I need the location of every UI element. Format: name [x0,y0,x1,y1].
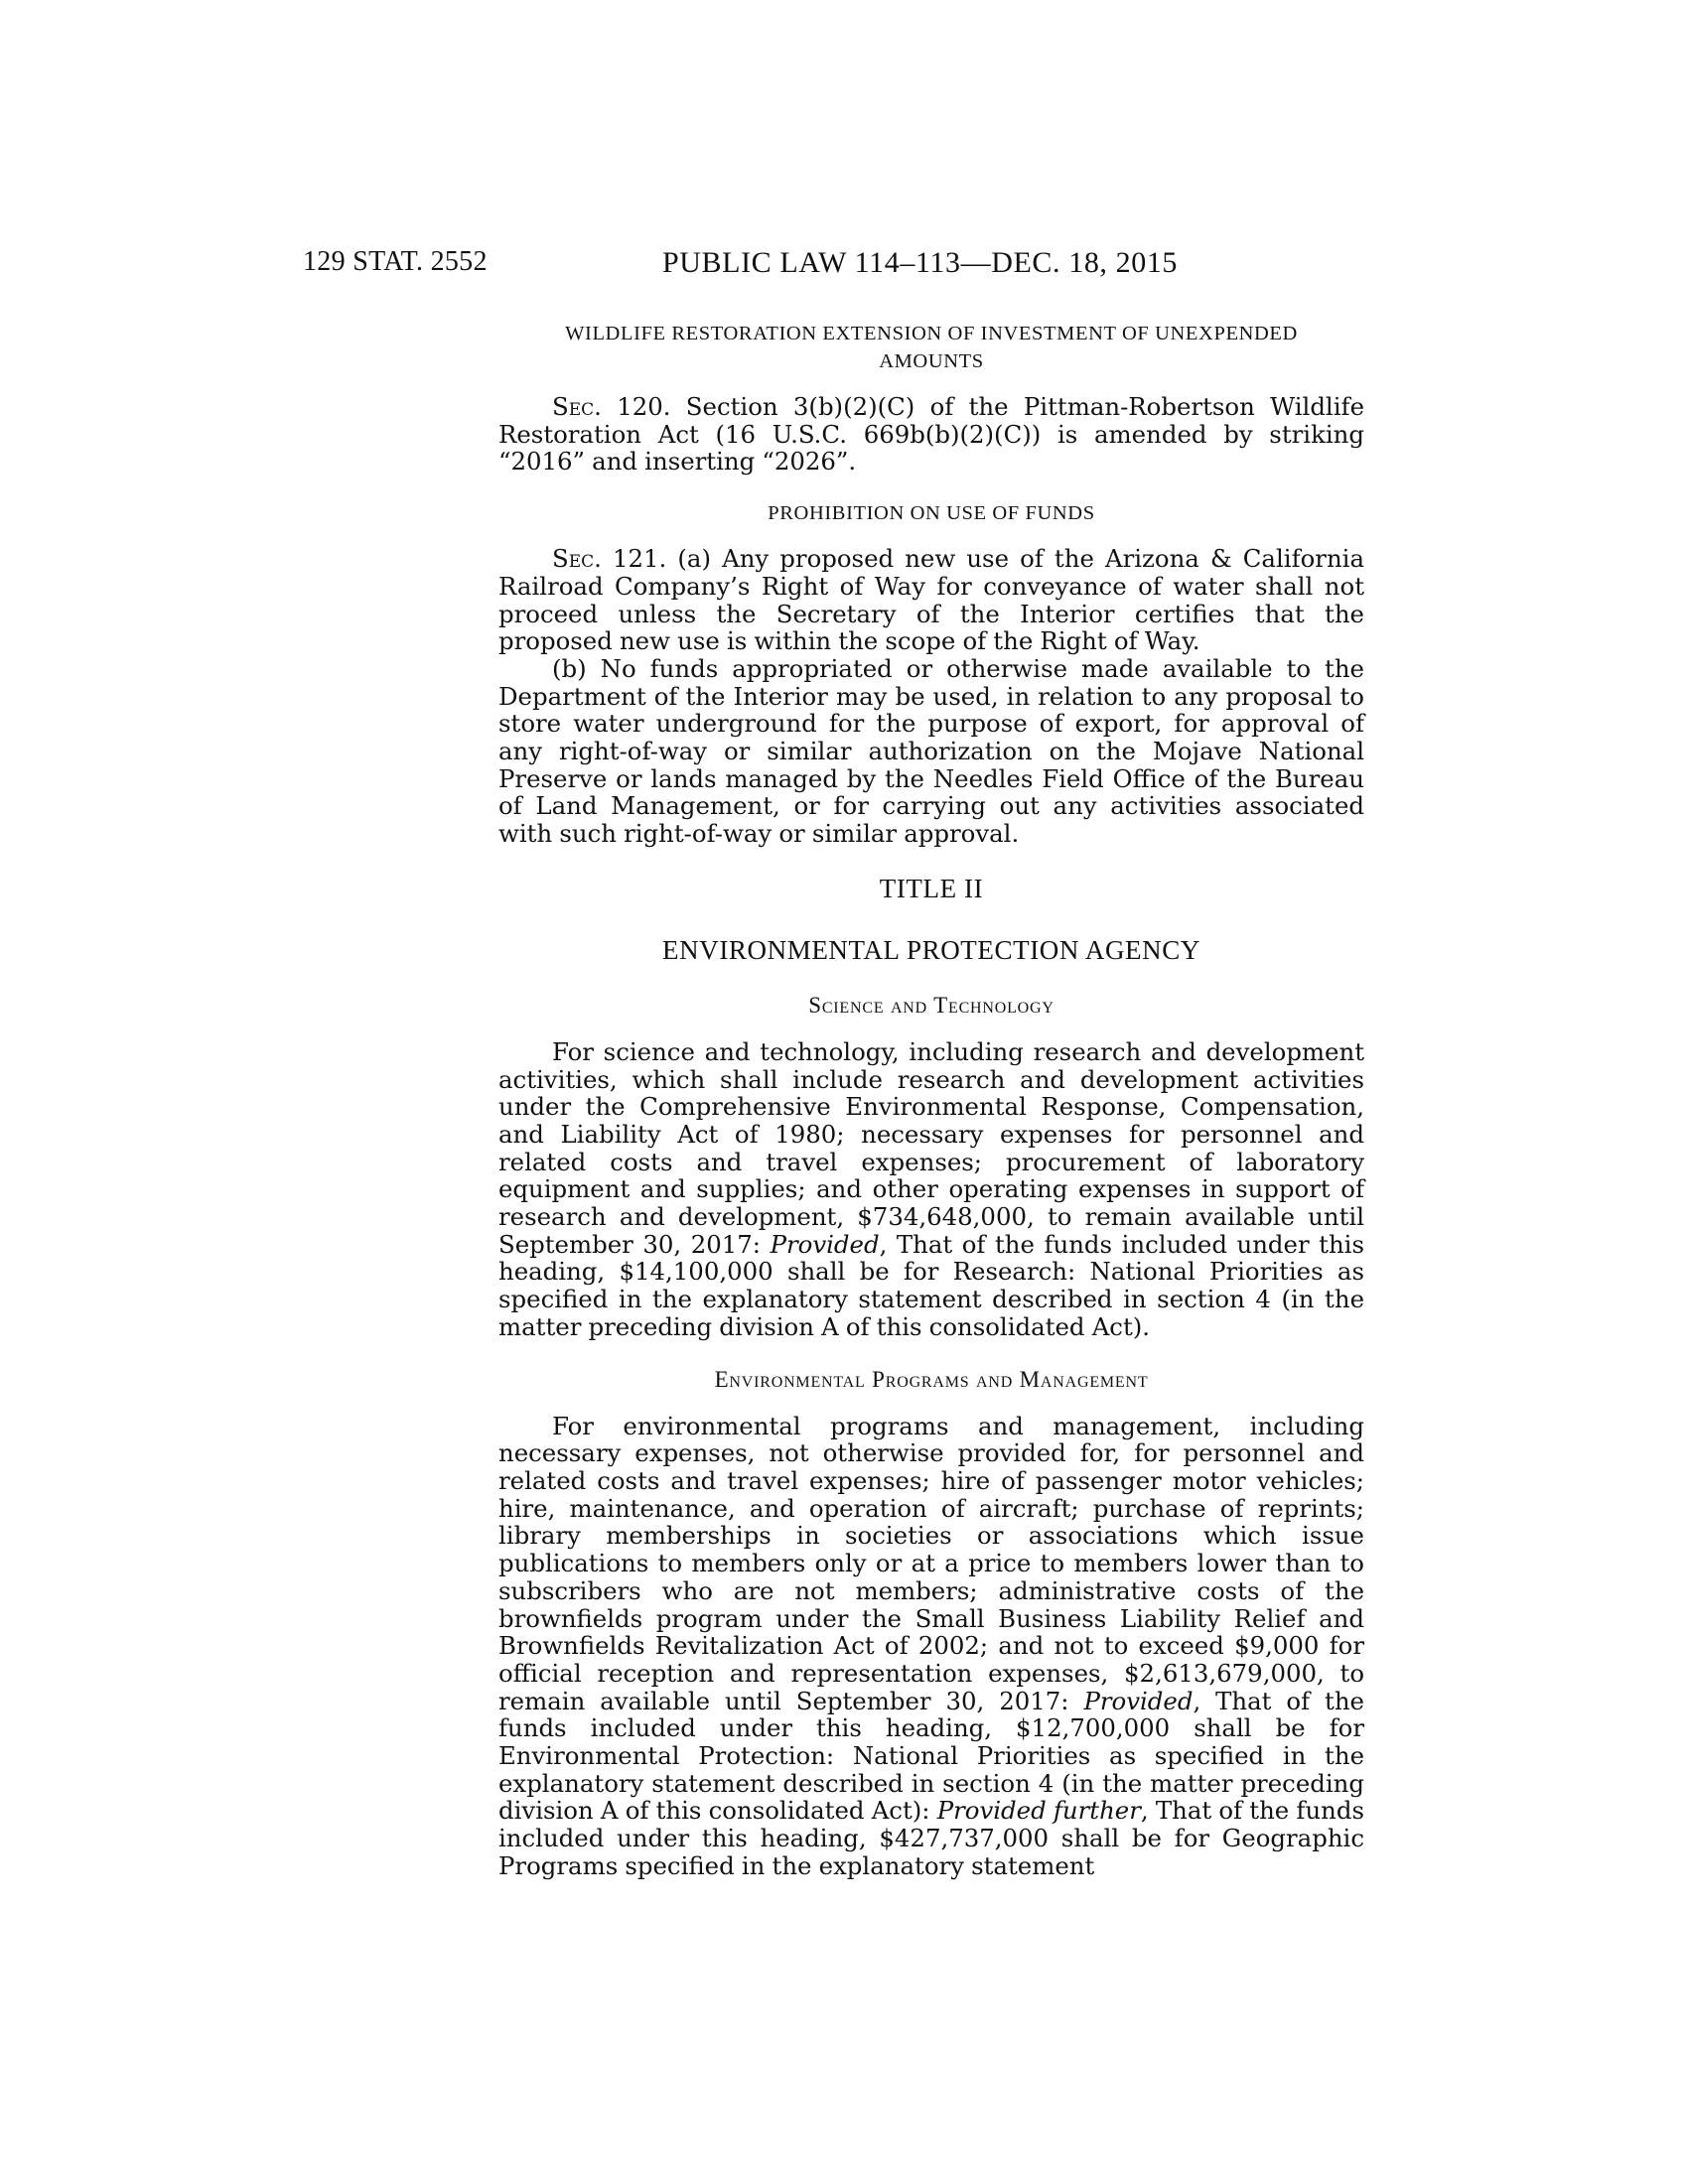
section-121a-text: 121. (a) Any proposed new use of the Arizona & California Railroad Company’s Right of Way for conveyance of water shall not proceed unless the Secretary of the Interior certifies that the proposed new use is within the scope of the Right of Way. [498,544,1364,656]
title-heading: TITLE II [879,873,984,903]
science-paragraph [498,1038,1364,1341]
section-121 [498,499,1364,848]
science-text-1: For science and technology, including research and development activities, which shall include research and development activities under the Comprehensive Environmental Response, Compensation, and Liability Act of 1980; necessary expenses for personnel and related costs and travel expenses; procurement of laboratory equipment and supplies; and other operating expenses in support of research and development, $734,648,000, to remain available until September 30, 2017: [498,1036,1364,1259]
science-heading: Science and Technology [808,992,1055,1018]
statute-citation: 129 STAT. 2552 [303,246,488,277]
section-121b-paragraph: (b) No funds appropriated or otherwise made available to the Department of the Interior may be used, in relation to any proposal to store water underground for the purpose of export, for approval of any right-of-way or similar authorization on the Mojave National Preserve or lands managed by the Needles Field Office of the Bureau of Land Management, or for carrying out any activities associated with such right-of-way or similar approval. [498,653,1364,849]
epm-heading: Environmental Programs and Management [714,1366,1149,1392]
agency-heading: ENVIRONMENTAL PROTECTION AGENCY [662,934,1200,965]
epm-text-3: , That of the funds included under this heading, $427,737,000 shall be for Geographic Programs specified in the explanatory statement [498,1796,1364,1880]
science-provided: Provided [770,1229,880,1259]
environmental-programs-and-management [498,1365,1364,1880]
epm-text-2: , That of the funds included under this heading, $12,700,000 shall be for Environmental Protection: National Priorities as specified in the explanatory statement described in section 4 (in the matter preceding division A of this consolidated Act): [498,1686,1364,1826]
section-120-heading-line1: WILDLIFE RESTORATION EXTENSION OF INVESTMENT OF UNEXPENDED [565,323,1298,344]
section-121a-paragraph [498,545,1364,655]
science-text-2: , That of the funds included under this heading, $14,100,000 shall be for Research: National Priorities as specified in the explanatory statement described in section 4 (in the matter preceding division A of this consolidated Act). [498,1229,1364,1341]
section-120-paragraph [498,393,1364,476]
epm-text-1: For environmental programs and management, including necessary expenses, not otherwise provided for, for personnel and related costs and travel expenses; hire of passenger motor vehicles; hire, maintenance, and operation of aircraft; purchase of reprints; library memberships in societies or associations which issue publications to members only or at a price to members lower than to subscribers who are not members; administrative costs of the brownfields program under the Small Business Liability Relief and Brownfields Revitalization Act of 2002; and not to exceed $9,000 for official reception and representation expenses, $2,613,679,000, to remain available until September 30, 2017: [498,1411,1364,1715]
section-120-text: 120. Section 3(b)(2)(C) of the Pittman-Robertson Wildlife Restoration Act (16 U.S.C. 669b(b)(2)(C)) is amended by striking “2016” and inserting “2026”. [498,392,1364,477]
epm-provided-further: Provided further [936,1796,1141,1826]
section-120 [498,320,1364,476]
section-121-heading: PROHIBITION ON USE OF FUNDS [768,502,1095,525]
science-and-technology [498,991,1364,1341]
section-label: Sec. [552,544,602,574]
section-label: Sec. [552,392,602,421]
epm-provided: Provided [1083,1686,1194,1715]
page-header [303,246,1216,286]
section-120-heading-line2: AMOUNTS [879,350,984,372]
epm-paragraph [498,1413,1364,1880]
document-body [498,320,1364,1880]
public-law-title: PUBLIC LAW 114–113—DEC. 18, 2015 [662,246,1179,279]
